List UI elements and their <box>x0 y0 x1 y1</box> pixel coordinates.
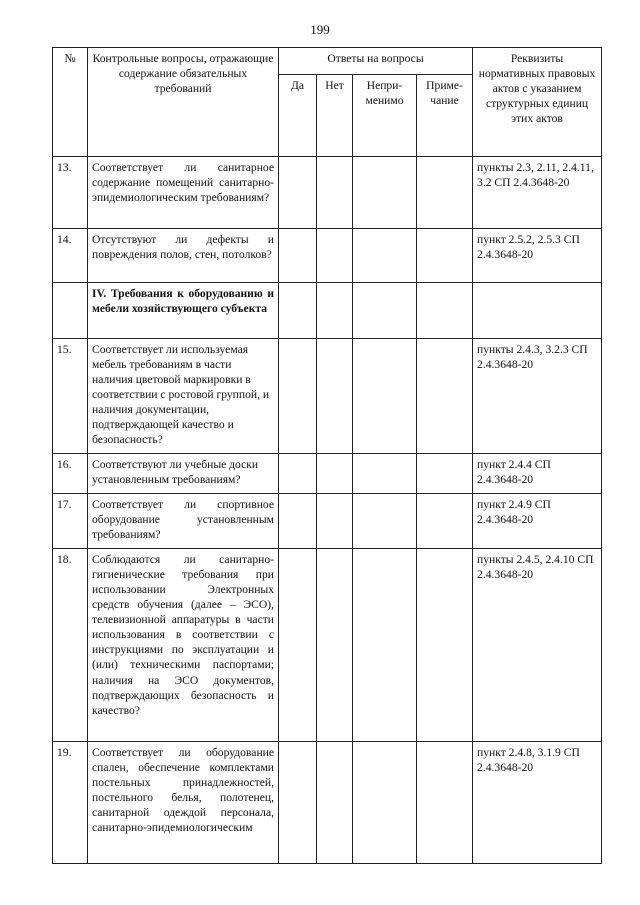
row-number: 13. <box>53 157 88 229</box>
header-not-applicable: Непри-менимо <box>353 75 417 157</box>
answer-not-applicable-cell[interactable] <box>353 339 417 454</box>
section-empty-cell <box>279 283 317 339</box>
table-row <box>53 339 602 454</box>
answer-yes-cell[interactable] <box>279 494 317 549</box>
question-text: Соответствует ли спортивное оборудование установленным требованиям? <box>88 494 279 549</box>
section-empty-cell <box>317 283 353 339</box>
answer-not-applicable-cell[interactable] <box>353 742 417 864</box>
header-num: № <box>53 48 88 157</box>
answer-no-cell[interactable] <box>317 494 353 549</box>
requisites-text: пункты 2.4.3, 3.2.3 СП 2.4.3648-20 <box>473 339 602 454</box>
header-no: Нет <box>317 75 353 157</box>
question-text: Соответствует ли используемая мебель требованиям в части наличия цветовой маркировки в соответствии с ростовой группой, и наличия документации, подтверждающей качество и безопасность? <box>88 339 279 454</box>
section-empty-cell <box>353 283 417 339</box>
answer-note-cell[interactable] <box>417 549 473 742</box>
answer-yes-cell[interactable] <box>279 742 317 864</box>
requisites-text: пункт 2.5.2, 2.5.3 СП 2.4.3648-20 <box>473 229 602 283</box>
answer-yes-cell[interactable] <box>279 157 317 229</box>
table-row <box>53 494 602 549</box>
answer-not-applicable-cell[interactable] <box>353 494 417 549</box>
header-yes: Да <box>279 75 317 157</box>
row-number: 18. <box>53 549 88 742</box>
header-question: Контрольные вопросы, отражающие содержание обязательных требований <box>88 48 279 157</box>
table-row <box>53 549 602 742</box>
answer-not-applicable-cell[interactable] <box>353 229 417 283</box>
checklist-table <box>52 47 602 864</box>
section-row <box>53 283 602 339</box>
row-number: 15. <box>53 339 88 454</box>
table-row <box>53 454 602 494</box>
answer-no-cell[interactable] <box>317 157 353 229</box>
section-empty-cell <box>473 283 602 339</box>
section-title: IV. Требования к оборудованию и мебели хозяйствующего субъекта <box>88 283 279 339</box>
answer-note-cell[interactable] <box>417 339 473 454</box>
requisites-text: пункт 2.4.4 СП 2.4.3648-20 <box>473 454 602 494</box>
answer-no-cell[interactable] <box>317 742 353 864</box>
answer-note-cell[interactable] <box>417 454 473 494</box>
header-answers-group: Ответы на вопросы <box>279 48 473 75</box>
row-number: 14. <box>53 229 88 283</box>
requisites-text: пункт 2.4.8, 3.1.9 СП 2.4.3648-20 <box>473 742 602 864</box>
requisites-text: пункты 2.4.5, 2.4.10 СП 2.4.3648-20 <box>473 549 602 742</box>
row-number: 17. <box>53 494 88 549</box>
header-requisites: Реквизиты нормативных правовых актов с указанием структурных единиц этих актов <box>473 48 602 157</box>
row-number: 16. <box>53 454 88 494</box>
answer-note-cell[interactable] <box>417 742 473 864</box>
answer-no-cell[interactable] <box>317 339 353 454</box>
answer-not-applicable-cell[interactable] <box>353 454 417 494</box>
header-note: Приме-чание <box>417 75 473 157</box>
page-number: 199 <box>310 22 330 37</box>
requisites-text: пункт 2.4.9 СП 2.4.3648-20 <box>473 494 602 549</box>
question-text: Соблюдаются ли санитарно-гигиенические требования при использовании Электронных средств обучения (далее – ЭСО), телевизионной аппаратуры в части использования в соответствии с инструкциями по эксплуатации и (или) техническими паспортами; наличия на ЭСО документов, подтверждающих безопасность и качество? <box>88 549 279 742</box>
row-number: 19. <box>53 742 88 864</box>
requisites-text: пункты 2.3, 2.11, 2.4.11, 3.2 СП 2.4.3648-20 <box>473 157 602 229</box>
answer-yes-cell[interactable] <box>279 549 317 742</box>
answer-note-cell[interactable] <box>417 494 473 549</box>
answer-note-cell[interactable] <box>417 157 473 229</box>
section-empty-cell <box>417 283 473 339</box>
section-num-cell <box>53 283 88 339</box>
answer-yes-cell[interactable] <box>279 454 317 494</box>
question-text: Отсутствуют ли дефекты и повреждения полов, стен, потолков? <box>88 229 279 283</box>
answer-yes-cell[interactable] <box>279 339 317 454</box>
answer-note-cell[interactable] <box>417 229 473 283</box>
header-row-1 <box>53 48 602 75</box>
table-row <box>53 157 602 229</box>
table-row <box>53 229 602 283</box>
question-text: Соответствуют ли учебные доски установленным требованиям? <box>88 454 279 494</box>
answer-not-applicable-cell[interactable] <box>353 157 417 229</box>
question-text: Соответствует ли оборудование спален, обеспечение комплектами постельных принадлежностей, постельного белья, полотенец, санитарной одеждой персонала, санитарно-эпидемиологическим <box>88 742 279 864</box>
answer-no-cell[interactable] <box>317 454 353 494</box>
question-text: Соответствует ли санитарное содержание помещений санитарно-эпидемиологическим требованиям? <box>88 157 279 229</box>
answer-no-cell[interactable] <box>317 229 353 283</box>
answer-no-cell[interactable] <box>317 549 353 742</box>
answer-yes-cell[interactable] <box>279 229 317 283</box>
table-row <box>53 742 602 864</box>
answer-not-applicable-cell[interactable] <box>353 549 417 742</box>
